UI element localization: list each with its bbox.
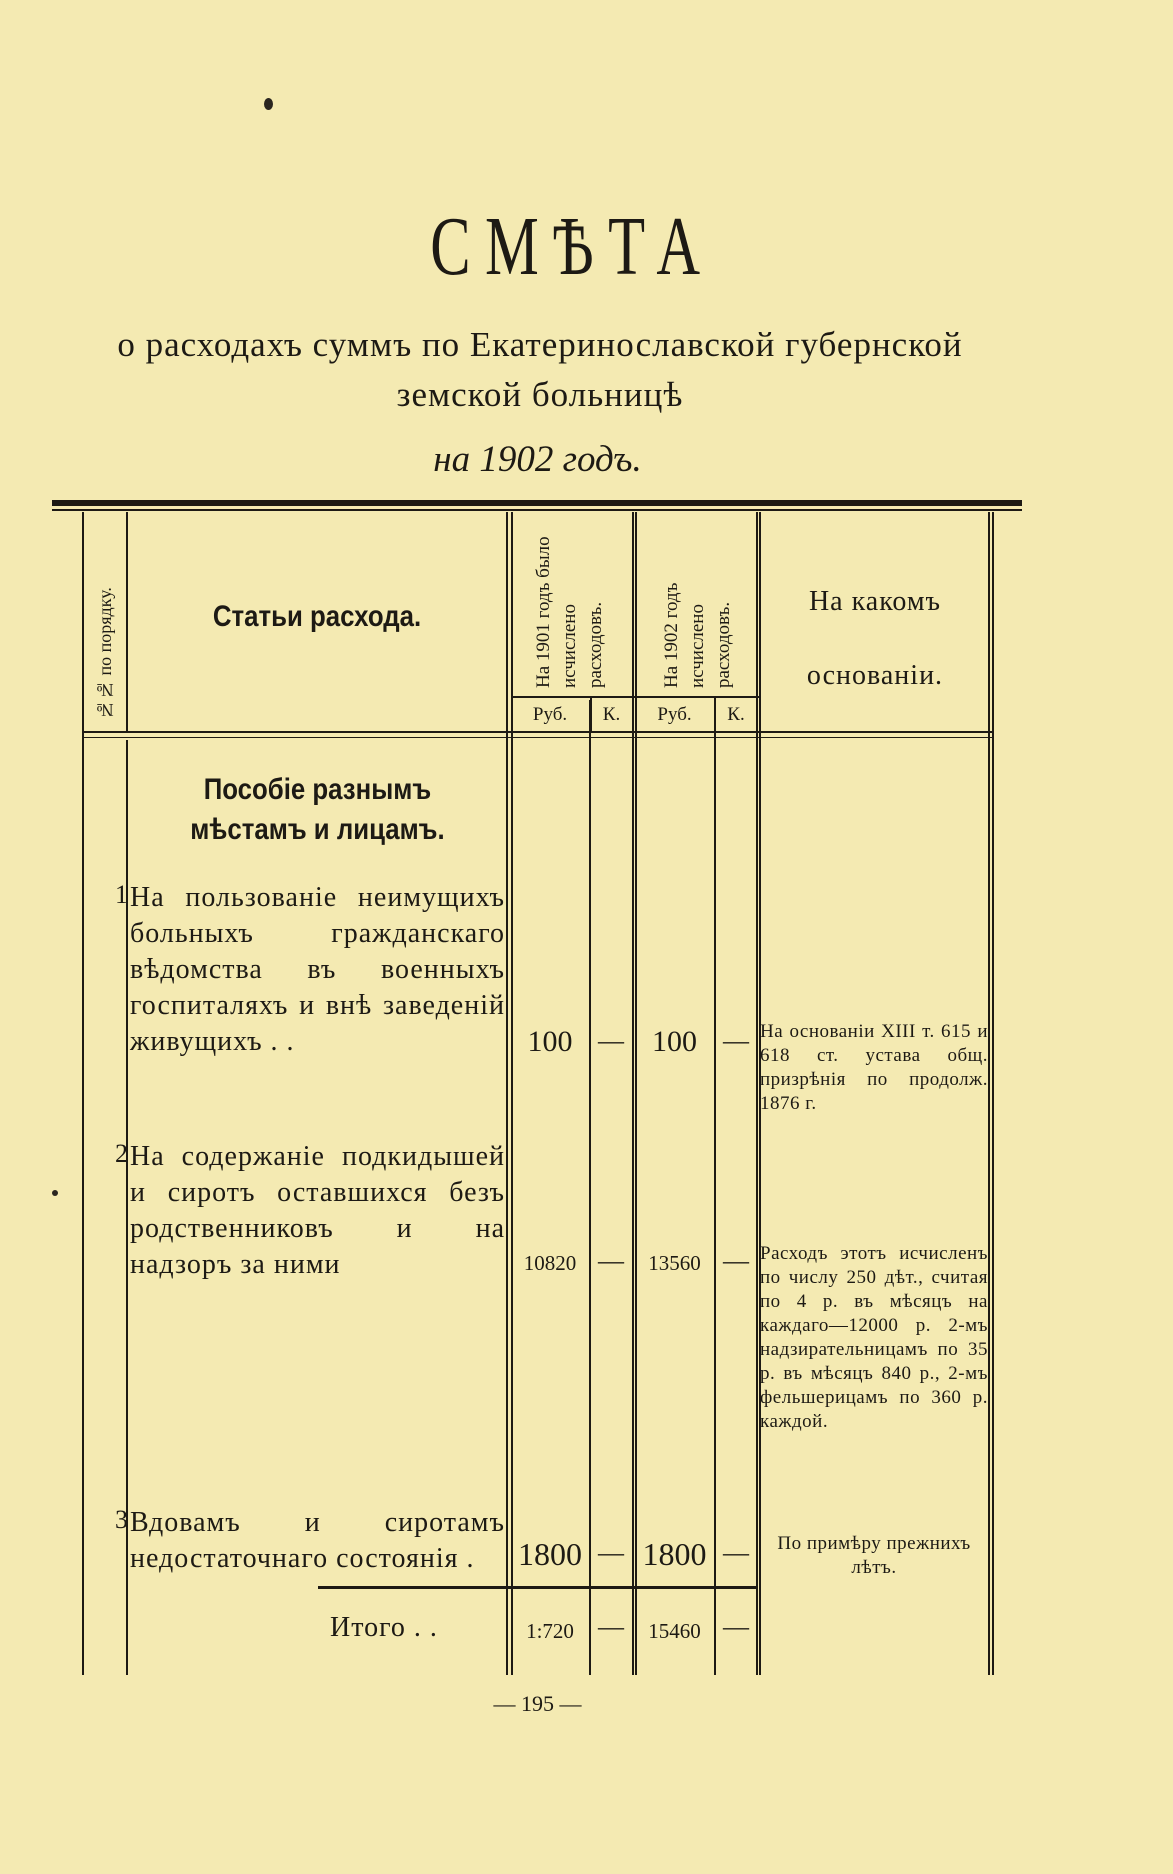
row-rub-1902: 100 xyxy=(652,1025,697,1058)
col-divider xyxy=(756,512,758,1675)
col-divider xyxy=(589,700,591,1675)
table-border-left xyxy=(82,512,84,1675)
row-rub-1901: 10820 xyxy=(523,1251,577,1275)
row-rub-1902: 13560 xyxy=(648,1251,701,1275)
page-number: — 195 — xyxy=(493,1691,582,1716)
col-divider xyxy=(506,512,508,1675)
header-no: №№ по порядку. xyxy=(95,587,115,720)
document-subtitle xyxy=(60,320,1020,420)
header-1902: На 1902 годъ исчислено расходовъ. xyxy=(661,582,734,688)
row-basis: На основаніи XIII т. 615 и 618 ст. устава общ. призрѣнія по продолж. 1876 г. xyxy=(760,1021,988,1114)
col-divider xyxy=(635,512,637,1675)
section-title: Пособіе разнымъ мѣстамъ и лицамъ. xyxy=(190,773,445,846)
col-divider xyxy=(714,696,716,1675)
row-number: 1 xyxy=(115,880,128,909)
row-kop-1902: — xyxy=(723,1538,749,1567)
subtitle-line: о расходахъ суммъ по Екатеринославской губернской xyxy=(117,325,963,364)
col-divider xyxy=(632,512,634,1675)
row-kop-1901: — xyxy=(598,1026,624,1055)
table-border-right xyxy=(988,512,990,1675)
header-item: Статьи расхода. xyxy=(212,600,422,633)
header-bottom-rule xyxy=(82,737,992,738)
total-rule xyxy=(318,1586,758,1589)
header-bottom-rule xyxy=(82,731,992,733)
row-kop-1902: — xyxy=(723,1246,749,1275)
row-basis: Расходъ этотъ исчисленъ по числу 250 дѣт., считая по 4 р. въ мѣсяцъ на каждаго—12000 р. 2-мъ надзирательницамъ по 35 р. въ мѣсяцъ 840 р., 2-мъ фельшерицамъ по 360 р. каждой. xyxy=(760,1243,988,1432)
col-divider xyxy=(126,512,128,732)
row-item-text: На пользованіе неимущихъ больныхъ гражданскаго вѣдомства въ военныхъ госпиталяхъ и внѣ заведеній живущихъ . . xyxy=(130,882,505,1057)
top-rule xyxy=(52,500,1022,506)
row-item-text: На содержаніе подкидышей и сиротъ оставшихся безъ родственниковъ и на надзоръ за ними xyxy=(130,1141,505,1280)
col-divider xyxy=(511,512,513,1675)
row-number: 2 xyxy=(115,1139,128,1168)
total-kop-1901: — xyxy=(598,1612,624,1641)
document-year: на 1902 годъ. xyxy=(433,439,642,480)
ink-speck xyxy=(52,1190,58,1196)
row-kop-1901: — xyxy=(598,1246,624,1275)
unit-kop-1902: К. xyxy=(727,704,745,725)
row-kop-1902: — xyxy=(723,1026,749,1055)
row-rub-1901: 100 xyxy=(527,1025,573,1058)
header-basis-line: На какомъ xyxy=(808,586,942,617)
unit-rub-1902: Руб. xyxy=(657,704,692,725)
row-rub-1902: 1800 xyxy=(642,1536,707,1572)
table-border-right xyxy=(992,512,994,1675)
total-kop-1902: — xyxy=(723,1612,749,1641)
ink-speck xyxy=(264,98,273,110)
row-rub-1901: 1800 xyxy=(518,1536,582,1572)
document-title: СМѢТА xyxy=(430,200,715,293)
total-label: Итого . . xyxy=(330,1612,438,1643)
header-basis-line: основаніи. xyxy=(806,660,944,691)
unit-kop-1901: К. xyxy=(602,704,621,725)
header-basis xyxy=(762,565,988,713)
row-number: 3 xyxy=(115,1505,128,1534)
header-subrule xyxy=(511,696,759,698)
unit-rub-1901: Руб. xyxy=(532,704,568,725)
top-rule-thin xyxy=(52,509,1022,511)
header-1901: На 1901 годъ было исчислено расходовъ. xyxy=(533,536,606,688)
row-basis: По примѣру прежнихъ лѣтъ. xyxy=(777,1533,971,1578)
total-rub-1902: 15460 xyxy=(648,1619,701,1643)
subtitle-line: земской больницѣ xyxy=(396,375,684,414)
row-item-text: Вдовамъ и сиротамъ недостаточнаго состоянія . xyxy=(130,1507,505,1574)
row-kop-1901: — xyxy=(598,1538,624,1567)
total-rub-1901: 1:720 xyxy=(526,1619,574,1643)
